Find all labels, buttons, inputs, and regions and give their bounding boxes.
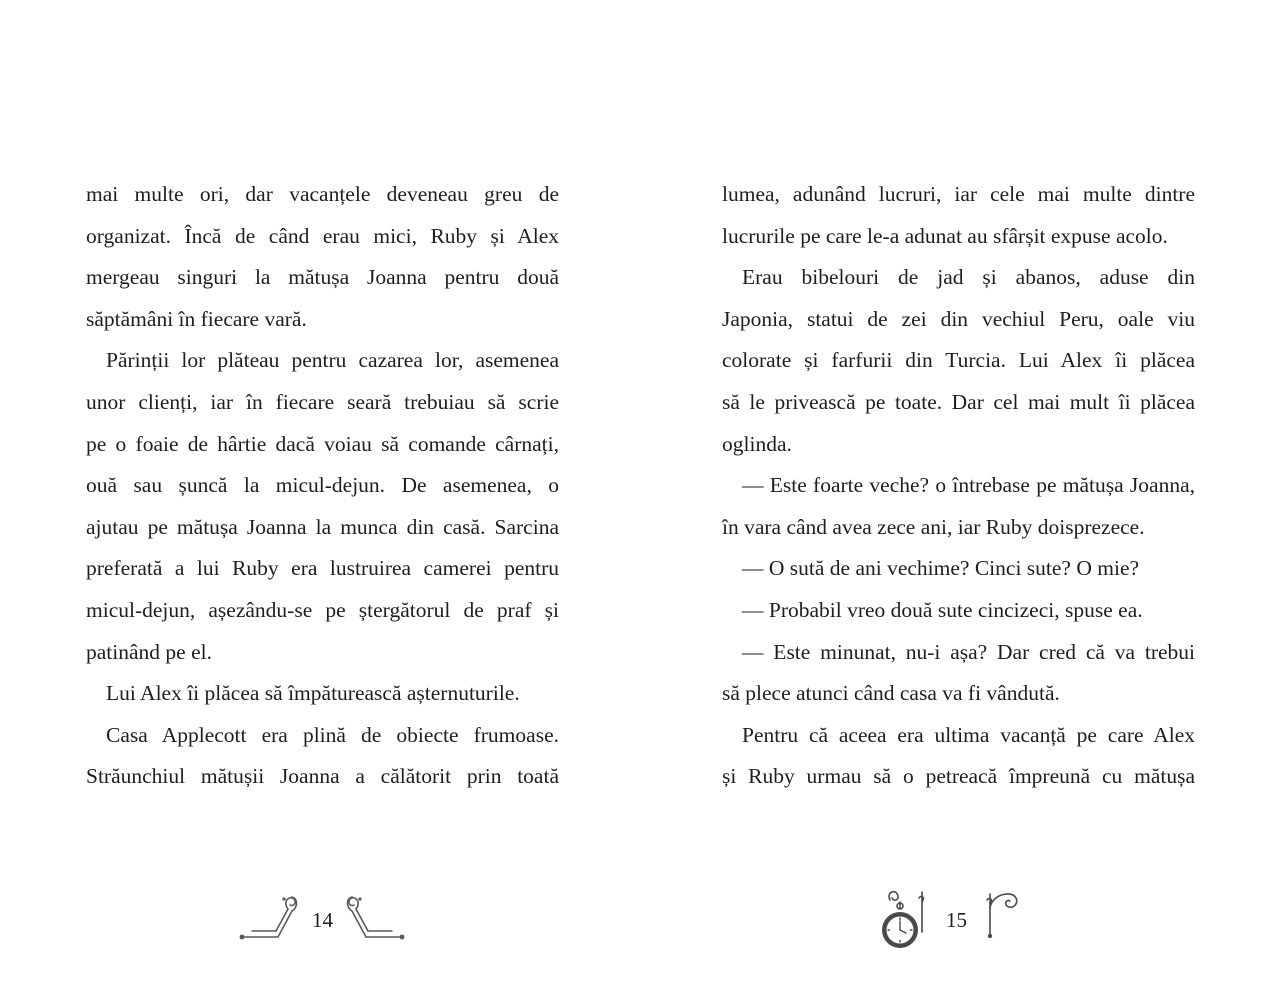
text-line: organizat. Încă de când erau mici, Ruby și Alex — [86, 223, 559, 248]
text-line: să le privească pe toate. Dar cel mai mult îi plăcea — [722, 389, 1195, 414]
text-line: pe o foaie de hârtie dacă voiau să comande cârnați, — [86, 431, 559, 456]
text-line: — Este foarte veche? o întrebase pe mătușa Joanna, — [742, 473, 1195, 498]
text-line: oglinda. — [722, 431, 792, 456]
left-page-body — [86, 174, 559, 798]
text-line: Japonia, statui de zei din vechiul Peru, oale viu — [722, 306, 1195, 331]
text-line: preferată a lui Ruby era lustruirea camerei pentru — [86, 556, 559, 581]
right-page-body — [722, 174, 1195, 798]
page-number-right: 15 — [946, 908, 967, 932]
text-line: unor clienți, iar în fiecare seară trebuiau să scrie — [86, 389, 559, 414]
text-line: Părinții lor plăteau pentru cazarea lor, asemenea — [106, 348, 559, 373]
text-line: — Probabil vreo două sute cincizeci, spuse ea. — [742, 597, 1143, 622]
text-line: patinând pe el. — [86, 639, 212, 664]
text-line: să plece atunci când casa va fi vândută. — [722, 681, 1060, 706]
text-line: ouă sau șuncă la micul-dejun. De asemenea, o — [86, 473, 559, 498]
text-line: mai multe ori, dar vacanțele deveneau greu de — [86, 182, 559, 206]
text-line: Străunchiul mătușii Joanna a călătorit prin toată — [86, 764, 559, 789]
text-line: lumea, adunând lucruri, iar cele mai multe dintre — [722, 182, 1195, 206]
right-flourish-icon — [344, 893, 406, 943]
text-line: — O sută de ani vechime? Cinci sute? O mie? — [742, 556, 1140, 581]
text-line: și Ruby urmau să o petreacă împreună cu mătușa — [722, 764, 1195, 789]
text-line: Pentru că aceea era ultima vacanță pe care Alex — [742, 722, 1195, 747]
text-line: săptămâni în fiecare vară. — [86, 306, 307, 331]
text-line: Erau bibelouri de jad și abanos, aduse din — [742, 265, 1195, 290]
swirl-flourish-icon — [982, 888, 1022, 940]
text-line: Casa Applecott era plină de obiecte frumoase. — [106, 722, 559, 747]
text-line: Lui Alex îi plăcea să împăturească așternuturile. — [106, 681, 520, 706]
text-line: mergeau singuri la mătușa Joanna pentru două — [86, 265, 559, 290]
pocket-watch-icon — [878, 888, 932, 954]
page-number-left: 14 — [312, 908, 333, 932]
left-flourish-icon — [238, 893, 300, 943]
text-line: micul-dejun, așezându-se pe ștergătorul de praf și — [86, 597, 559, 622]
text-line: în vara când avea zece ani, iar Ruby doisprezece. — [722, 514, 1145, 539]
text-line: colorate și farfurii din Turcia. Lui Alex îi plăcea — [722, 348, 1195, 373]
text-line: ajutau pe mătușa Joanna la munca din casă. Sarcina — [86, 514, 559, 539]
text-line: lucrurile pe care le-a adunat au sfârșit expuse acolo. — [722, 223, 1168, 248]
text-line: — Este minunat, nu-i așa? Dar cred că va trebui — [742, 639, 1195, 664]
